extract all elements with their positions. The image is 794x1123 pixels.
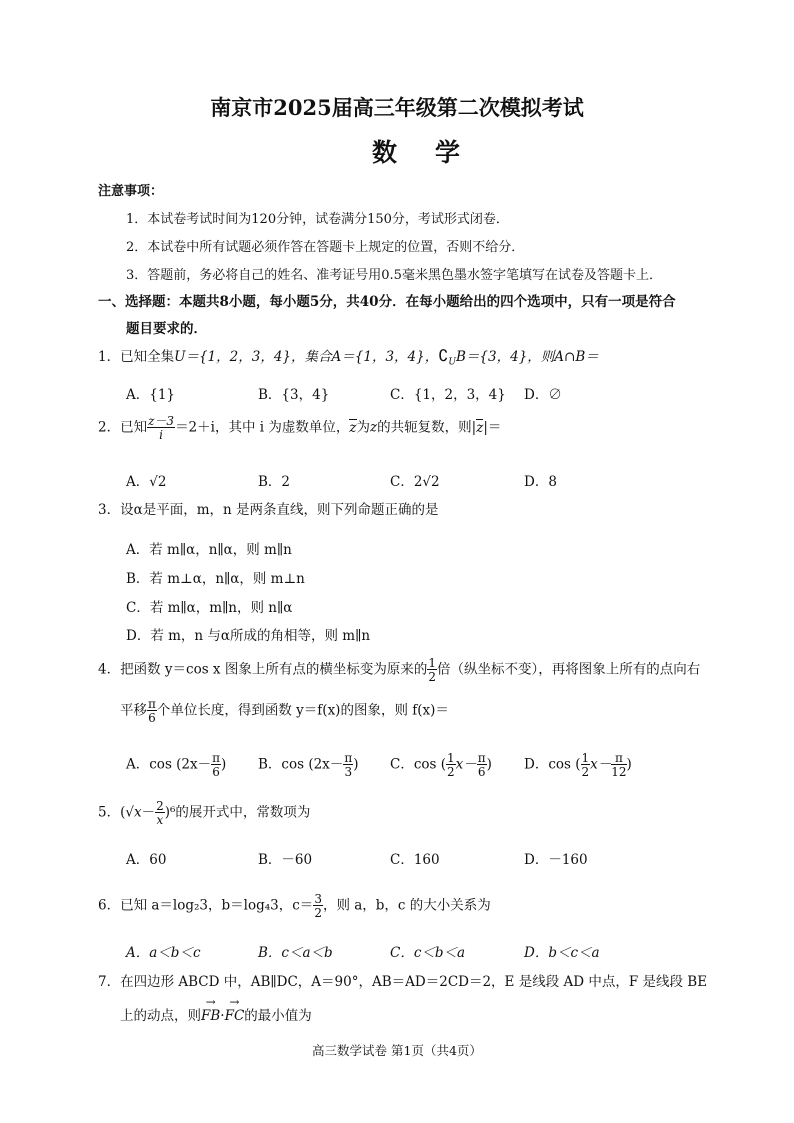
question-4-line1: 4．把函数 y＝cos x 图象上所有点的横坐标变为原来的 $\frac{1}{2}$ 倍（纵坐标不变），再将图象上所有的点向右 xyxy=(98,656,701,684)
q3-option-b: B．若 m⊥α，n∥α，则 m⊥n xyxy=(126,571,305,587)
notice-item: 2．本试卷中所有试题必须作答在答题卡上规定的位置，否则不给分． xyxy=(126,240,525,255)
q1-option-b: B．{3，4} xyxy=(258,387,330,403)
notice-heading: 注意事项： xyxy=(98,184,164,199)
question-7-line2: 上的动点，则→ FB·→ FC的最小值为 xyxy=(120,1004,312,1024)
q5-option-b: B．－60 xyxy=(258,852,313,868)
page-footer: 高三数学试卷 第1页（共4页） xyxy=(312,1043,482,1058)
q6-option-a: A．a＜b＜c xyxy=(126,945,201,961)
q2-option-a: A．√2 xyxy=(126,474,167,490)
q3-option-c: C．若 m∥α，m∥n，则 n∥α xyxy=(126,600,293,616)
q2-option-b: B．2 xyxy=(258,474,291,490)
question-5: 5．(√x－ $\frac{2}{x}$ )⁶的展开式中，常数项为 xyxy=(98,799,311,827)
q1-option-a: A．{1} xyxy=(126,387,176,403)
question-2: 2．已知 $\frac{z-3}{i}$ ＝2＋i，其中 i 为虚数单位，z为z的共轭复数，则|z|＝ xyxy=(98,414,502,442)
q3-option-d: D．若 m，n 与α所成的角相等，则 m∥n xyxy=(126,628,371,644)
q5-option-c: C．160 xyxy=(390,852,440,868)
q4-option-b: B．cos (2x－ $\frac{\pi}{3}$ ) xyxy=(258,751,359,779)
section-heading-cont: 题目要求的． xyxy=(126,321,207,337)
notice-item: 3．答题前，务必将自己的姓名、准考证号用0.5毫米黑色墨水签字笔填写在试卷及答题卡上． xyxy=(126,268,662,283)
q6-option-c: C．c＜b＜a xyxy=(390,945,466,961)
q1-option-c: C．{1，2，3，4} xyxy=(390,387,506,403)
q4-option-a: A．cos (2x－ $\frac{\pi}{6}$ ) xyxy=(126,751,227,779)
q4-option-d: D．cos ( $\frac{1}{2}$ x－ $\frac{\pi}{12}$ ) xyxy=(524,751,632,779)
notice-item: 1．本试卷考试时间为120分钟，试卷满分150分，考试形式闭卷． xyxy=(126,212,509,227)
q5-option-d: D．－160 xyxy=(524,852,588,868)
q1-option-d: D．∅ xyxy=(524,387,562,403)
question-1: 1．已知全集U＝{1，2，3，4}，集合A＝{1，3，4}，$∁_UB=\{3$，4}，则A∩B＝ xyxy=(98,346,599,368)
section-heading: 一、选择题：本题共8小题，每小题5分，共40分．在每小题给出的四个选项中，只有一项是符合 xyxy=(98,294,676,310)
q2-option-c: C．2√2 xyxy=(390,474,440,490)
question-7-line1: 7．在四边形 ABCD 中，AB∥DC，A＝90°，AB＝AD＝2CD＝2，E 是线段 AD 中点，F 是线段 BE xyxy=(98,974,708,990)
q2-option-d: D．8 xyxy=(524,474,557,490)
q3-option-a: A．若 m∥α，n∥α，则 m∥n xyxy=(126,542,292,558)
q6-option-b: B．c＜a＜b xyxy=(258,945,333,961)
question-4-line2: 平移 $\frac{\pi}{6}$ 个单位长度，得到函数 y＝f(x)的图象，则 f(x)＝ xyxy=(120,697,449,725)
q4-option-c: C．cos ( $\frac{1}{2}$ x－ $\frac{\pi}{6}$ ) xyxy=(390,751,492,779)
exam-title: 南京市2025届高三年级第二次模拟考试 xyxy=(210,95,584,120)
question-6: 6．已知 a＝log₂3，b＝log₄3，c＝ $\frac{3}{2}$ ，则 a，b，c 的大小关系为 xyxy=(98,892,491,920)
subject-title: 数学 xyxy=(371,138,498,167)
q6-option-d: D．b＜c＜a xyxy=(524,945,600,961)
q5-option-a: A．60 xyxy=(126,852,167,868)
question-3: 3．设α是平面，m，n 是两条直线，则下列命题正确的是 xyxy=(98,502,439,518)
